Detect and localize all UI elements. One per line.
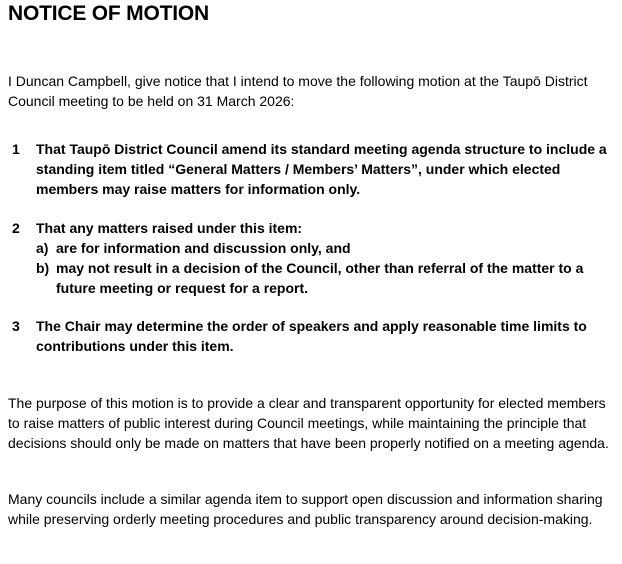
motion-number: 3 [12, 318, 20, 334]
motion-subitems [36, 238, 614, 298]
motion-text: That Taupō District Council amend its standard meeting agenda structure to include a standing item titled “General Matters / Members’ Matters”, under which elected members may raise matters for information only. [36, 141, 607, 197]
intro-paragraph: I Duncan Campbell, give notice that I intend to move the following motion at the Taupō District Council meeting to be held on 31 March 2026: [8, 73, 588, 109]
purpose-paragraph: The purpose of this motion is to provide a clear and transparent opportunity for elected members to raise matters of public interest during Council meetings, while maintaining the principle that decisions should only be made on matters that have been properly notified on a meeting agenda. [8, 395, 609, 451]
motion-item-1 [8, 139, 614, 199]
document-title: NOTICE OF MOTION [8, 2, 209, 25]
motion-text: That any matters raised under this item: [36, 220, 303, 236]
motion-item-2 [8, 218, 614, 298]
motion-number: 2 [12, 220, 20, 236]
subitem-letter: a) [36, 240, 49, 256]
motion-text: The Chair may determine the order of speakers and apply reasonable time limits to contributions under this item. [36, 318, 587, 354]
subitem-text: may not result in a decision of the Council, other than referral of the matter to a future meeting or request for a report. [56, 260, 584, 296]
motion-subitem-b [36, 258, 614, 298]
subitem-text: are for information and discussion only, and [56, 240, 351, 256]
subitem-letter: b) [36, 260, 50, 276]
motion-item-3 [8, 316, 614, 356]
closing-paragraph: Many councils include a similar agenda item to support open discussion and information sharing while preserving orderly meeting procedures and public transparency around decision-making. [8, 491, 603, 527]
motion-number: 1 [12, 141, 20, 157]
motion-subitem-a [36, 238, 614, 258]
